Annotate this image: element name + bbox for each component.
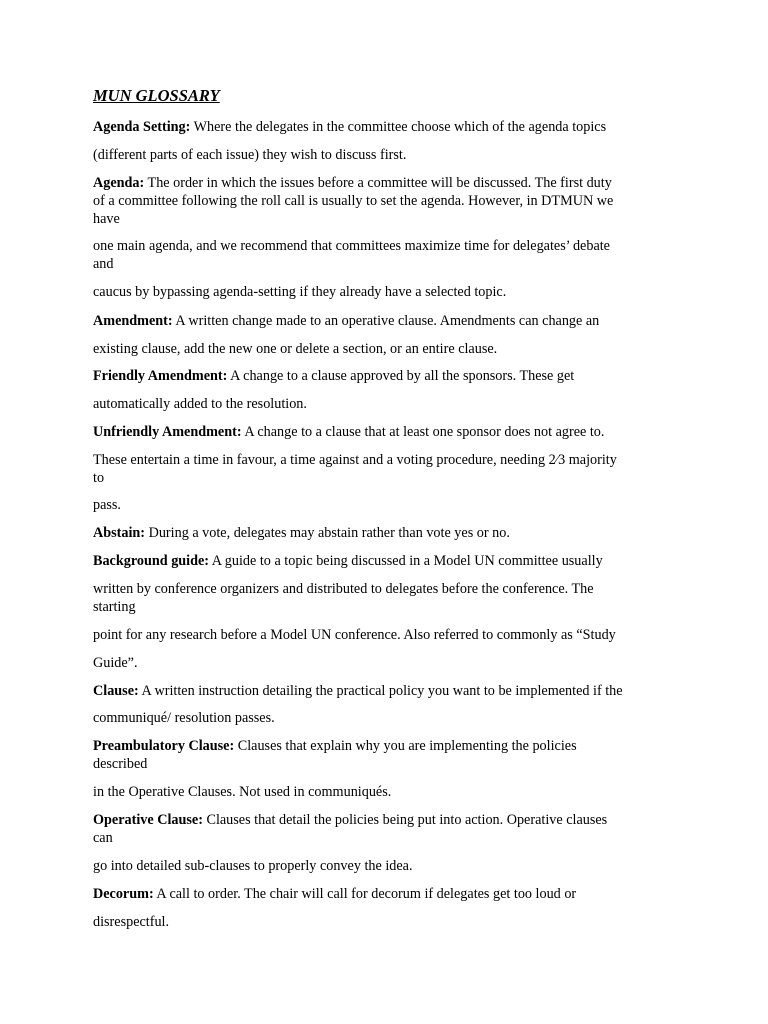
glossary-definition-line: During a vote, delegates may abstain rather than vote yes or no. xyxy=(145,525,510,541)
glossary-definition-line: A guide to a topic being discussed in a Model UN committee usually xyxy=(209,553,603,569)
glossary-definition-line: Guide”. xyxy=(93,655,138,671)
glossary-entry-background-guide xyxy=(93,552,603,570)
glossary-term: Agenda Setting: xyxy=(93,119,191,135)
glossary-definition-line: written by conference organizers and distributed to delegates before the conference. The xyxy=(93,581,594,597)
glossary-definition-line: have xyxy=(93,211,120,227)
glossary-definition-line: The order in which the issues before a committee will be discussed. The first duty xyxy=(144,175,612,191)
glossary-definition-line: automatically added to the resolution. xyxy=(93,396,307,412)
glossary-term: Friendly Amendment: xyxy=(93,368,228,384)
glossary-entry-operative-clause xyxy=(93,811,607,829)
glossary-definition-line: to xyxy=(93,470,105,486)
glossary-definition-line: Where the delegates in the committee choose which of the agenda topics xyxy=(190,119,607,135)
glossary-term: Abstain: xyxy=(93,525,146,541)
glossary-entry-agenda-setting xyxy=(93,118,606,136)
glossary-entry-unfriendly-amendment xyxy=(93,423,604,441)
glossary-entry-preambulatory-clause xyxy=(93,737,577,755)
glossary-definition-line: can xyxy=(93,830,113,846)
glossary-definition-line: disrespectful. xyxy=(93,914,170,930)
glossary-definition-line: existing clause, add the new one or delete a section, or an entire clause. xyxy=(93,341,498,357)
glossary-term: Agenda: xyxy=(93,175,145,191)
glossary-term: Preambulatory Clause: xyxy=(93,738,235,754)
glossary-definition-line: point for any research before a Model UN conference. Also referred to commonly as “Study xyxy=(93,627,616,643)
glossary-definition-line: A written change made to an operative clause. Amendments can change an xyxy=(172,313,600,329)
glossary-term: Unfriendly Amendment: xyxy=(93,424,242,440)
glossary-entry-decorum xyxy=(93,885,576,903)
glossary-entry-friendly-amendment xyxy=(93,367,574,385)
glossary-term: Amendment: xyxy=(93,313,173,329)
glossary-definition-line: one main agenda, and we recommend that committees maximize time for delegates’ debate xyxy=(93,238,610,254)
glossary-definition-line: A change to a clause that at least one sponsor does not agree to. xyxy=(241,424,605,440)
glossary-entry-abstain xyxy=(93,524,510,542)
glossary-definition-line: described xyxy=(93,756,148,772)
glossary-definition-line: A change to a clause approved by all the sponsors. These get xyxy=(227,368,575,384)
glossary-definition-line: A call to order. The chair will call for decorum if delegates get too loud or xyxy=(153,886,577,902)
glossary-definition-line: go into detailed sub-clauses to properly convey the idea. xyxy=(93,858,413,874)
glossary-definition-line: These entertain a time in favour, a time against and a voting procedure, needing 2⁄3 majority xyxy=(93,452,617,468)
glossary-definition-line: Clauses that detail the policies being put into action. Operative clauses xyxy=(202,812,608,828)
glossary-term: Clause: xyxy=(93,683,139,699)
glossary-term: Operative Clause: xyxy=(93,812,203,828)
glossary-definition-line: pass. xyxy=(93,497,121,513)
glossary-definition-line: and xyxy=(93,256,114,272)
glossary-entry-amendment xyxy=(93,312,599,330)
glossary-definition-line: starting xyxy=(93,599,136,615)
glossary-term: Background guide: xyxy=(93,553,210,569)
glossary-definition-line: caucus by bypassing agenda-setting if they already have a selected topic. xyxy=(93,284,507,300)
glossary-definition-line: A written instruction detailing the practical policy you want to be implemented if the xyxy=(138,683,623,699)
glossary-definition-line: communiqué/ resolution passes. xyxy=(93,710,275,726)
glossary-entry-agenda xyxy=(93,174,612,192)
glossary-definition-line: Clauses that explain why you are implementing the policies xyxy=(234,738,577,754)
glossary-definition-line: (different parts of each issue) they wish to discuss first. xyxy=(93,147,407,163)
glossary-definition-line: of a committee following the roll call is usually to set the agenda. However, in DTMUN we xyxy=(93,193,614,209)
glossary-definition-line: in the Operative Clauses. Not used in communiqués. xyxy=(93,784,392,800)
page-title: MUN GLOSSARY xyxy=(93,86,220,105)
glossary-entry-clause xyxy=(93,682,623,700)
glossary-term: Decorum: xyxy=(93,886,154,902)
